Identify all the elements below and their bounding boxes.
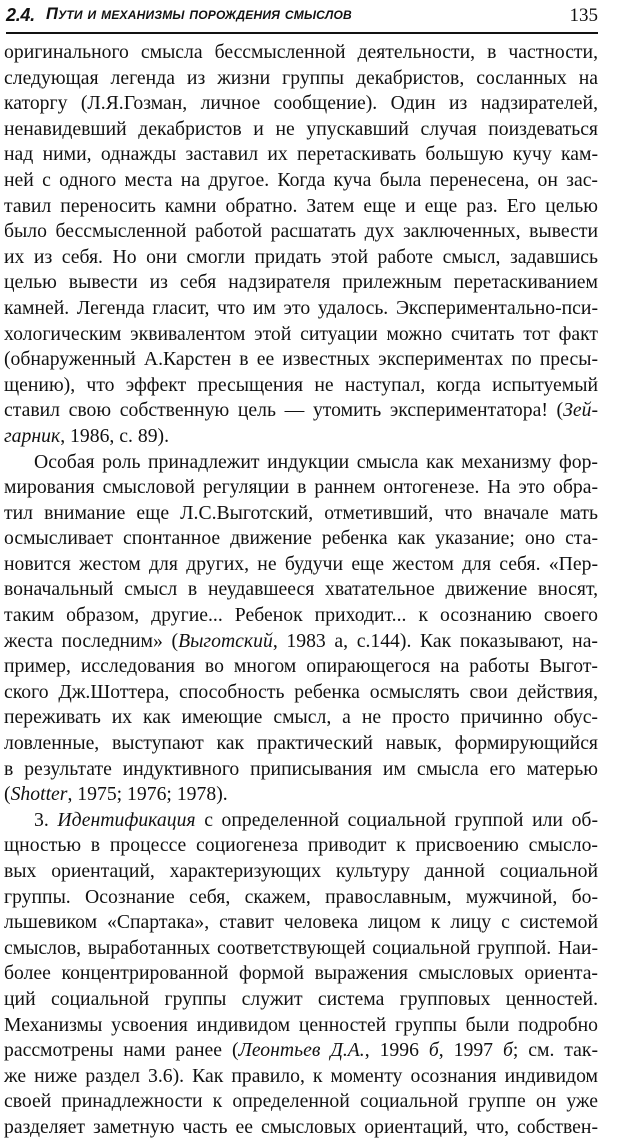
- text-run: Механизмы усвоения индивидом ценностей группы были подробно: [4, 1013, 598, 1036]
- text-run: 3.: [34, 808, 58, 831]
- text-line: [4, 1013, 598, 1039]
- text-run: их из себя. Но они смогли придать этой работе смысл, задавшись: [4, 245, 598, 268]
- text-line: [4, 808, 598, 834]
- text-line: [4, 526, 598, 552]
- section-number: 2.4.: [6, 5, 35, 25]
- text-line: [4, 347, 598, 373]
- text-run: новится жестом для других, не будучи еще жестом для себя. «Пер-: [4, 552, 598, 575]
- text-line: [4, 961, 598, 987]
- text-line: [4, 680, 598, 706]
- text-line: [4, 168, 598, 194]
- text-run: жеста последним» (: [4, 629, 179, 652]
- italic-text: Леонтьев Д.А.: [238, 1039, 365, 1062]
- text-line: [4, 219, 598, 245]
- text-run: оригинального смысла бессмысленной деятельности, в частности,: [4, 41, 598, 63]
- text-run: переживать их как имеющие смысл, а не просто причинно обус-: [4, 706, 598, 729]
- text-run: каторгу (Л.Я.Гозман, личное сообщение). Один из надзирателей,: [4, 92, 598, 115]
- running-header: [6, 2, 598, 34]
- text-run: своей принадлежности к определенной социальной группе он уже: [4, 1090, 598, 1113]
- text-run: следующая легенда из жизни группы декабристов, сосланных на: [4, 66, 598, 89]
- text-run: ненавидевший декабристов и не упускавший случая поиздеваться: [4, 117, 598, 140]
- text-line: [4, 322, 598, 348]
- text-line: [4, 40, 598, 66]
- italic-text: Выготский: [178, 629, 273, 652]
- text-line: [4, 66, 598, 92]
- text-run: , 1975; 1976; 1978).: [67, 783, 228, 806]
- text-line: [4, 654, 598, 680]
- italic-text: Идентификация: [57, 808, 196, 831]
- text-run: ловленные, выступают как практический навык, формирующийся: [4, 732, 598, 755]
- text-run: (обнаруженный А.Карстен в ее известных экспериментах по пресы-: [4, 348, 598, 371]
- text-run: тил внимание еще Л.С.Выготский, отметивший, что вначале мать: [4, 501, 598, 524]
- text-run: (: [4, 783, 11, 806]
- text-run: целью вывести из себя надзирателя прилежным перетаскиванием: [4, 271, 598, 294]
- text-line: [4, 1089, 598, 1115]
- text-run: таким образом, другие... Ребенок приходит... к осознанию своего: [4, 604, 598, 627]
- italic-text: гарник: [4, 424, 61, 447]
- text-line: [4, 705, 598, 731]
- text-line: [4, 885, 598, 911]
- text-run: разделяет заметную часть ее смысловых ориентаций, что, собствен-: [4, 1115, 598, 1138]
- text-run: же ниже раздел 3.6). Как правило, к моменту осознания индивидом: [4, 1064, 598, 1087]
- section-title: Пути и механизмы порождения смыслов: [46, 5, 352, 23]
- text-line: [4, 757, 598, 783]
- text-run: воначальный смысл в неудавшееся хватательное движение вносят,: [4, 578, 598, 601]
- text-run: камней. Легенда гласит, что им это удалось. Экспериментально-пси-: [4, 296, 598, 319]
- text-run: над ними, однажды заставил их перетаскивать большую кучу кам-: [4, 143, 598, 166]
- text-run: , 1983 а, с.144). Как показывают, на-: [272, 629, 598, 652]
- text-run: , 1986, с. 89).: [60, 424, 170, 447]
- text-line: [4, 194, 598, 220]
- text-line: [4, 833, 598, 859]
- text-line: [4, 450, 598, 476]
- text-run: щению), что эффект пресыщения не наступал, когда испытуемый: [4, 373, 598, 396]
- text-run: рассмотрены нами ранее (: [4, 1039, 239, 1062]
- text-run: с определенной социальной группой или об-: [195, 808, 598, 831]
- text-run: хологическим эквивалентом этой ситуации можно считать тот факт: [4, 322, 598, 345]
- text-line: [4, 475, 598, 501]
- text-line: [4, 1115, 598, 1141]
- italic-text: Зей-: [563, 399, 598, 422]
- text-run: ций социальной группы служит система групповых ценностей.: [4, 987, 598, 1010]
- text-run: , 1997: [438, 1039, 503, 1062]
- text-run: группы. Осознание себя, скажем, православным, мужчиной, бо-: [4, 885, 598, 908]
- text-line: [4, 731, 598, 757]
- text-run: льшевиком «Спартака», ставит человека лицом к лицу с системой: [4, 911, 598, 934]
- text-line: [4, 398, 598, 424]
- text-run: в результате индуктивного приписывания им смысла его матерью: [4, 757, 598, 780]
- text-line: [4, 424, 598, 450]
- text-run: ставил свою собственную цель — утомить экспериментатора! (: [4, 399, 564, 422]
- text-line: [4, 577, 598, 603]
- text-run: ского Дж.Шоттера, способность ребенка осмыслять свои действия,: [4, 680, 598, 703]
- text-line: [4, 270, 598, 296]
- text-line: [4, 91, 598, 117]
- text-run: осмысливает спонтанное движение ребенка как указание; оно ста-: [4, 527, 598, 550]
- text-run: , 1996: [364, 1039, 429, 1062]
- text-line: [4, 1038, 598, 1064]
- text-line: [4, 117, 598, 143]
- text-line: [4, 936, 598, 962]
- text-line: [4, 629, 598, 655]
- text-run: более концентрированной формой выражения смысловых ориента-: [4, 962, 598, 985]
- text-run: было бессмысленной работой расшатать дух заключенных, вывести: [4, 220, 598, 243]
- text-line: [4, 245, 598, 271]
- text-run: смыслов, выработанных соответствующей социальной группой. Наи-: [4, 936, 598, 959]
- text-line: [4, 552, 598, 578]
- text-run: Особая роль принадлежит индукции смысла как механизму фор-: [34, 450, 598, 473]
- italic-text: б: [428, 1039, 439, 1062]
- text-line: [4, 501, 598, 527]
- text-run: вых ориентаций, характеризующих культуру данной социальной: [4, 860, 598, 882]
- text-run: тавил переносить камни обратно. Затем еще и еще раз. Его целью: [4, 194, 598, 217]
- text-line: [4, 373, 598, 399]
- italic-text: б: [502, 1039, 513, 1062]
- body-text: [4, 40, 598, 1141]
- page-number: 135: [569, 5, 598, 26]
- text-run: мирования смысловой регуляции в раннем онтогенезе. На это обра-: [4, 476, 598, 499]
- text-line: [4, 142, 598, 168]
- text-line: [4, 910, 598, 936]
- text-line: [4, 603, 598, 629]
- text-run: щностью в процессе социогенеза приводит к присвоению смысло-: [4, 834, 598, 857]
- text-line: [4, 782, 598, 808]
- text-run: ней с одного места на другое. Когда куча была перенесена, он зас-: [4, 168, 598, 191]
- text-line: [4, 987, 598, 1013]
- text-line: [4, 296, 598, 322]
- text-line: [4, 859, 598, 885]
- italic-text: Shotter: [10, 783, 68, 806]
- text-run: пример, исследования во многом опирающегося на работы Выгот-: [4, 655, 598, 678]
- text-line: [4, 1064, 598, 1090]
- text-run: ; см. так-: [512, 1039, 598, 1062]
